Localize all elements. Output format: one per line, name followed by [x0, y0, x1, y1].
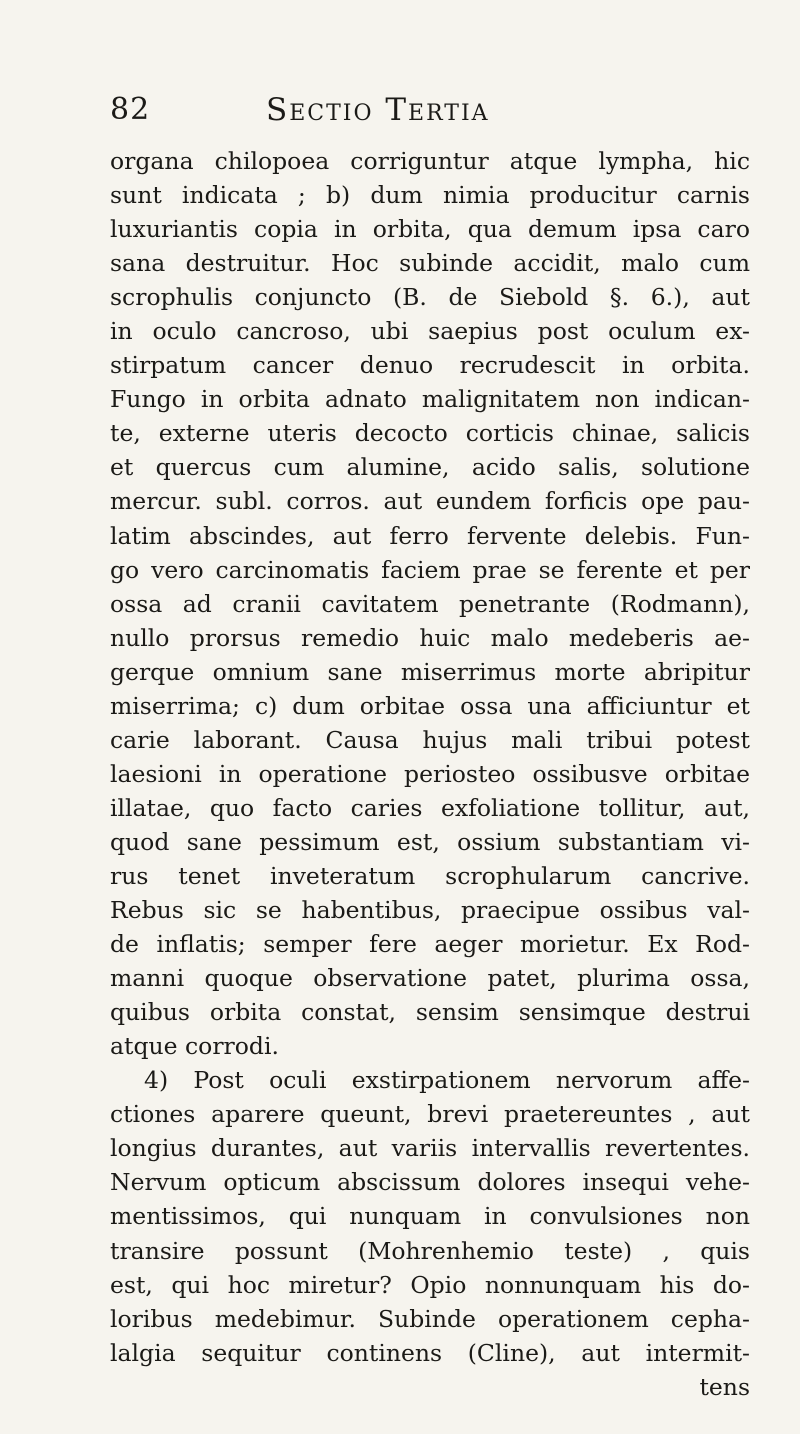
text-line: organa chilopoea corriguntur atque lympha, hic: [110, 147, 750, 175]
text-line: 4) Post oculi exstirpationem nervorum affe-: [144, 1066, 750, 1095]
text-line: go vero carcinomatis faciem prae se ferente et per: [110, 555, 750, 584]
text-line: te, externe uteris decocto corticis chinae, salicis: [110, 419, 750, 448]
text-line: Nervum opticum abscissum dolores insequi vehe-: [110, 1168, 750, 1197]
running-head: Sectio Tertia: [266, 92, 490, 128]
text-line: atque corrodi.: [110, 1032, 279, 1061]
text-line: miserrima; c) dum orbitae ossa una afficiuntur et: [110, 691, 750, 720]
text-line: quibus orbita constat, sensim sensimque destrui: [110, 998, 750, 1027]
text-line: mentissimos, qui nunquam in convulsiones non: [110, 1202, 750, 1231]
text-line: laesioni in operatione periosteo ossibusve orbitae: [110, 759, 750, 788]
page-header: [110, 92, 750, 132]
text-line: quod sane pessimum est, ossium substantiam vi-: [110, 827, 750, 856]
text-line: est, qui hoc miretur? Opio nonnunquam his do-: [110, 1270, 750, 1299]
text-line: nullo prorsus remedio huic malo medeberis ae-: [110, 623, 750, 652]
text-line: ossa ad cranii cavitatem penetrante (Rodmann),: [110, 589, 750, 618]
text-line: sana destruitur. Hoc subinde accidit, malo cum: [110, 249, 750, 278]
text-line: latim abscindes, aut ferro fervente delebis. Fun-: [110, 521, 750, 550]
text-line: gerque omnium sane miserrimus morte abripitur: [110, 657, 750, 686]
text-line: rus tenet inveteratum scrophularum cancrive.: [110, 861, 750, 890]
text-line: manni quoque observatione patet, plurima ossa,: [110, 964, 750, 993]
text-line: mercur. subl. corros. aut eundem forficis ope pau-: [110, 487, 750, 516]
text-line: luxuriantis copia in orbita, qua demum ipsa caro: [110, 215, 750, 244]
text-line: Rebus sic se habentibus, praecipue ossibus val-: [110, 896, 750, 925]
text-line: carie laborant. Causa hujus mali tribui potest: [110, 725, 750, 754]
text-line: scrophulis conjuncto (B. de Siebold §. 6.), aut: [110, 283, 750, 312]
text-line: illatae, quo facto caries exfoliatione tollitur, aut,: [110, 793, 750, 822]
page-number: 82: [110, 92, 151, 127]
text-line: lalgia sequitur continens (Cline), aut intermit-: [110, 1338, 750, 1367]
text-line: stirpatum cancer denuo recrudescit in orbita.: [110, 351, 750, 380]
text-line: et quercus cum alumine, acido salis, solutione: [110, 453, 750, 482]
text-line: Fungo in orbita adnato malignitatem non indican-: [110, 385, 750, 414]
text-line: tens: [699, 1372, 750, 1401]
text-line: longius durantes, aut variis intervallis revertentes.: [110, 1134, 750, 1163]
text-line: transire possunt (Mohrenhemio teste) , quis: [110, 1236, 750, 1265]
text-line: loribus medebimur. Subinde operationem cepha-: [110, 1304, 750, 1333]
text-line: ctiones aparere queunt, brevi praetereuntes , aut: [110, 1100, 750, 1129]
body-text: [110, 144, 750, 1404]
text-line: sunt indicata ; b) dum nimia producitur carnis: [110, 181, 750, 210]
text-line: de inflatis; semper fere aeger morietur. Ex Rod-: [110, 930, 750, 959]
text-line: in oculo cancroso, ubi saepius post oculum ex-: [110, 317, 750, 346]
